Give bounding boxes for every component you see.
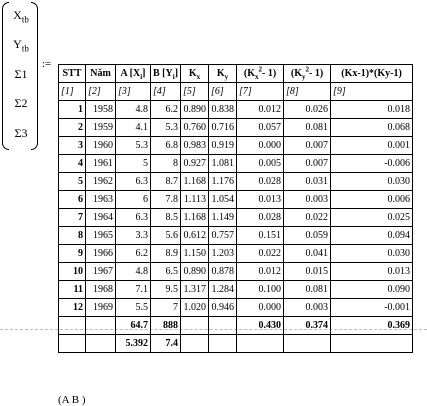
table-cell: 0.003	[284, 191, 331, 209]
table-cell: 1	[59, 101, 86, 119]
table-cell: 8	[59, 227, 86, 245]
column-header	[181, 65, 209, 83]
column-header-tail: ]	[174, 68, 179, 79]
table-row	[59, 173, 413, 191]
table-cell: 7	[59, 209, 86, 227]
table-cell: 1960	[86, 137, 116, 155]
table-row	[59, 227, 413, 245]
table-cell: 8.7	[151, 173, 181, 191]
table-cell: [5]	[181, 83, 209, 101]
table-cell: 5	[59, 173, 86, 191]
vector-entry	[15, 68, 28, 84]
column-header-base: K	[188, 68, 197, 79]
table-cell: 0.081	[284, 281, 331, 299]
table-cell: 0.012	[237, 101, 284, 119]
table-cell: 0.001	[331, 137, 413, 155]
table-cell: 0.716	[209, 119, 237, 137]
vector-entry	[15, 97, 28, 113]
table-cell: 1.149	[209, 209, 237, 227]
table-cell: 9	[59, 245, 86, 263]
table-cell: 10	[59, 263, 86, 281]
table-cell: 0.012	[237, 263, 284, 281]
table-row	[59, 245, 413, 263]
table-cell: 12	[59, 299, 86, 317]
table-cell: 8.5	[151, 209, 181, 227]
table-cell: 1.054	[209, 191, 237, 209]
table-cell: [4]	[151, 83, 181, 101]
column-header-base: Năm	[90, 68, 111, 79]
column-header-base: A [X	[120, 68, 141, 79]
table-cell: 0.430	[237, 317, 284, 335]
table-cell: [7]	[237, 83, 284, 101]
table-cell: [1]	[59, 83, 86, 101]
column-header	[86, 65, 116, 83]
column-header	[237, 65, 284, 83]
table-cell: 0.946	[209, 299, 237, 317]
right-paren	[31, 2, 38, 150]
table-cell: 0.026	[284, 101, 331, 119]
header-row	[59, 65, 413, 83]
table-cell: 0.890	[181, 263, 209, 281]
table-row	[59, 191, 413, 209]
vector-entry	[13, 38, 29, 54]
table-cell: 1959	[86, 119, 116, 137]
table-cell: 1964	[86, 209, 116, 227]
table-cell: 1.203	[209, 245, 237, 263]
table-cell: 0.013	[237, 191, 284, 209]
column-header-sub: y	[302, 73, 306, 81]
table-cell: 6.8	[151, 137, 181, 155]
table-cell: 0.878	[209, 263, 237, 281]
table-cell: 1.150	[181, 245, 209, 263]
table-row	[59, 299, 413, 317]
column-header	[151, 65, 181, 83]
statistics-table	[58, 64, 413, 353]
table-cell: 0.015	[284, 263, 331, 281]
left-paren	[2, 2, 9, 150]
table-cell: 0.838	[209, 101, 237, 119]
table-cell: 6.3	[116, 209, 151, 227]
table-cell	[59, 335, 86, 353]
table-cell: 0.003	[284, 299, 331, 317]
vector-entry-main: Σ1	[14, 66, 28, 81]
table-cell: 0.927	[181, 155, 209, 173]
table-cell: 0.031	[284, 173, 331, 191]
table-cell: 0.028	[237, 173, 284, 191]
table-cell: 0.057	[237, 119, 284, 137]
table-cell: 888	[151, 317, 181, 335]
table-cell: 5.3	[116, 137, 151, 155]
column-header-base: (Kx-1)*(Ky-1)	[341, 68, 402, 79]
table-cell: 1965	[86, 227, 116, 245]
table-cell: 0.030	[331, 173, 413, 191]
table-cell: 0.018	[331, 101, 413, 119]
table-cell: 0.028	[237, 209, 284, 227]
table-row	[59, 155, 413, 173]
table-cell: -0.006	[331, 155, 413, 173]
table-cell: 0.890	[181, 101, 209, 119]
vector-entry-main: Σ3	[14, 125, 28, 140]
column-header	[209, 65, 237, 83]
column-header-sub: x	[255, 73, 259, 81]
table-cell: 0.919	[209, 137, 237, 155]
table-cell: 6.2	[151, 101, 181, 119]
column-header-sup: 2	[305, 65, 309, 74]
table-cell: 7	[151, 299, 181, 317]
table-cell: 1962	[86, 173, 116, 191]
table-cell: 0.006	[331, 191, 413, 209]
table-cell: 0.007	[284, 137, 331, 155]
table-cell: 1.168	[181, 209, 209, 227]
table-cell: 8	[151, 155, 181, 173]
table-cell	[209, 335, 237, 353]
table-cell: 0.983	[181, 137, 209, 155]
table-cell: 5.6	[151, 227, 181, 245]
column-header	[284, 65, 331, 83]
table-cell: 0.090	[331, 281, 413, 299]
column-header	[59, 65, 86, 83]
table-cell: 1.317	[181, 281, 209, 299]
footer-expression: (A B )	[58, 394, 86, 406]
table-row	[59, 263, 413, 281]
table-cell: 1.113	[181, 191, 209, 209]
table-cell: 4.1	[116, 119, 151, 137]
table-cell	[59, 317, 86, 335]
table-cell: 2	[59, 119, 86, 137]
table-cell: 5.392	[116, 335, 151, 353]
table-cell: 0.000	[237, 137, 284, 155]
table-cell: 4.8	[116, 263, 151, 281]
vector-entry-subscript: tb	[21, 43, 29, 54]
index-row	[59, 83, 413, 101]
table-cell: 5.5	[116, 299, 151, 317]
table-cell: 1969	[86, 299, 116, 317]
table-cell: -0.001	[331, 299, 413, 317]
table-cell: 6	[116, 191, 151, 209]
table-cell: 5	[116, 155, 151, 173]
table-cell	[209, 317, 237, 335]
column-header-base: (K	[290, 68, 302, 79]
table-cell	[237, 335, 284, 353]
column-header-sup: 2	[258, 65, 262, 74]
table-cell: 0.022	[237, 245, 284, 263]
table-cell	[181, 317, 209, 335]
table-row	[59, 101, 413, 119]
column-header-sub: x	[196, 73, 201, 81]
vector-entry-subscript: tb	[21, 13, 29, 24]
table-cell: 1961	[86, 155, 116, 173]
table-cell: 7.8	[151, 191, 181, 209]
table-cell: 0.025	[331, 209, 413, 227]
table-cell: 0.068	[331, 119, 413, 137]
column-header-tail: ]	[142, 68, 146, 79]
table-cell	[331, 335, 413, 353]
vector-entry	[15, 127, 28, 143]
table-cell: [9]	[331, 83, 413, 101]
vector-entry-main: Σ2	[14, 96, 28, 111]
column-header-base: B [Y	[153, 68, 173, 79]
vector-entry-main: Y	[13, 37, 22, 52]
table-cell: 0.030	[331, 245, 413, 263]
table-row	[59, 137, 413, 155]
table-cell: 3	[59, 137, 86, 155]
column-header-sub: i	[140, 73, 143, 81]
table-cell: 4.8	[116, 101, 151, 119]
table-cell: 1966	[86, 245, 116, 263]
table-cell: 4	[59, 155, 86, 173]
table-cell: 6.3	[116, 173, 151, 191]
table-cell: 1.168	[181, 173, 209, 191]
table-cell: 0.369	[331, 317, 413, 335]
column-header	[331, 65, 413, 83]
result-vector	[2, 2, 38, 150]
table-cell: 0.000	[237, 299, 284, 317]
assign-operator: :=	[42, 58, 52, 70]
table-cell: 6	[59, 191, 86, 209]
table-row	[59, 209, 413, 227]
table-cell: [8]	[284, 83, 331, 101]
table-cell: 0.374	[284, 317, 331, 335]
table-row	[59, 119, 413, 137]
table-cell	[86, 335, 116, 353]
column-header-base: K	[216, 68, 225, 79]
column-header-tail: - 1)	[309, 68, 324, 79]
table-cell: 0.059	[284, 227, 331, 245]
table-cell: 7.4	[151, 335, 181, 353]
table-cell: 64.7	[116, 317, 151, 335]
vector-entries	[10, 2, 32, 150]
column-header-base: (K	[243, 68, 255, 79]
table-cell	[86, 317, 116, 335]
table-cell: 0.005	[237, 155, 284, 173]
mean-row	[59, 335, 413, 353]
table-cell: 7.1	[116, 281, 151, 299]
table-cell: 0.022	[284, 209, 331, 227]
table-cell: 0.151	[237, 227, 284, 245]
table-cell: 1958	[86, 101, 116, 119]
table-cell: 0.094	[331, 227, 413, 245]
table-cell: [2]	[86, 83, 116, 101]
table-cell: 1968	[86, 281, 116, 299]
column-header-tail: - 1)	[262, 68, 277, 79]
table-cell: [6]	[209, 83, 237, 101]
column-header-base: STT	[62, 68, 82, 79]
sum-row	[59, 317, 413, 335]
column-header-sub: i	[172, 73, 175, 81]
table-row	[59, 281, 413, 299]
table-cell: 1.020	[181, 299, 209, 317]
table-cell: 6.5	[151, 263, 181, 281]
table-cell: 1.284	[209, 281, 237, 299]
table-cell: 5.3	[151, 119, 181, 137]
table-cell: 0.612	[181, 227, 209, 245]
table-cell: 0.100	[237, 281, 284, 299]
table-cell: 1.081	[209, 155, 237, 173]
table-cell: 3.3	[116, 227, 151, 245]
table-cell: 0.081	[284, 119, 331, 137]
table-cell: 0.007	[284, 155, 331, 173]
table-cell: 8.9	[151, 245, 181, 263]
table-cell: 6.2	[116, 245, 151, 263]
table-cell: 0.757	[209, 227, 237, 245]
vector-entry-main: X	[13, 7, 22, 22]
table-cell: 0.760	[181, 119, 209, 137]
table-cell	[284, 335, 331, 353]
table-cell: 11	[59, 281, 86, 299]
column-header-sub: y	[224, 73, 229, 81]
table-cell: 0.041	[284, 245, 331, 263]
table-cell: 1967	[86, 263, 116, 281]
table-cell: 1963	[86, 191, 116, 209]
column-header	[116, 65, 151, 83]
table-cell: 0.013	[331, 263, 413, 281]
table-cell: [3]	[116, 83, 151, 101]
table-cell: 1.176	[209, 173, 237, 191]
table-cell: 9.5	[151, 281, 181, 299]
vector-entry	[13, 9, 29, 25]
table-cell	[181, 335, 209, 353]
